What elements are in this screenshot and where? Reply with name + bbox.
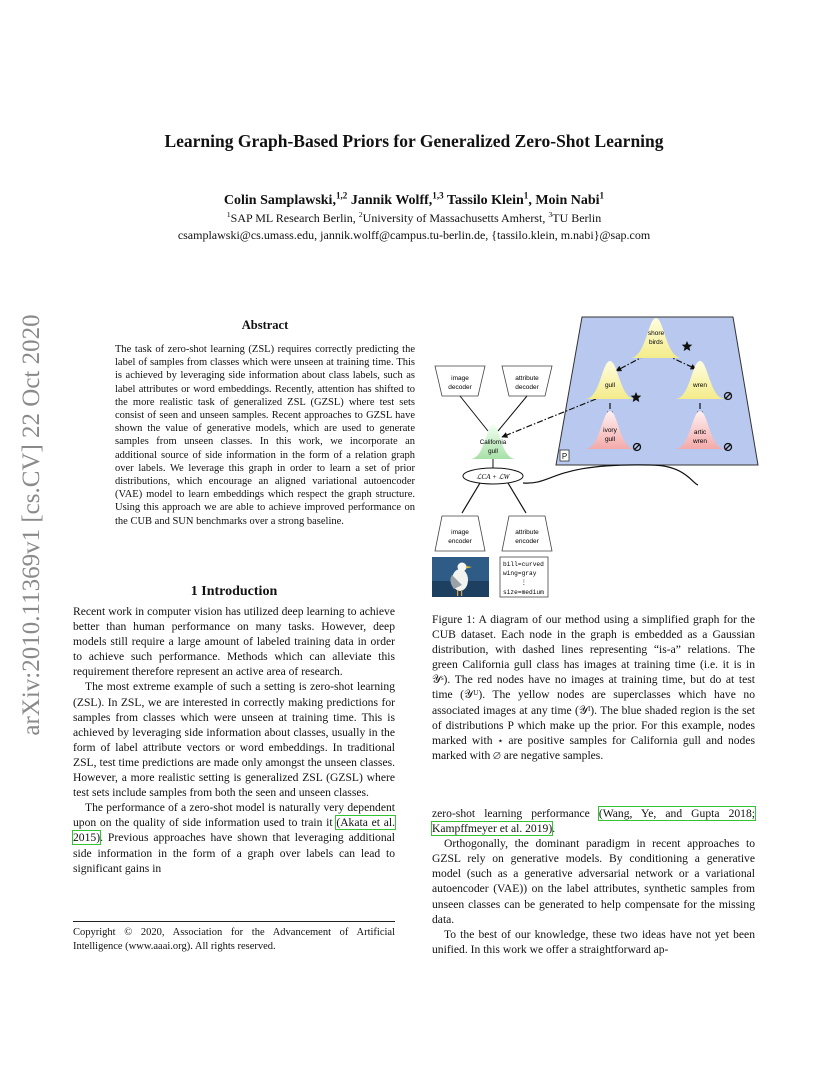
body-paragraph: To the best of our knowledge, these two ideas have not yet been unified. In this work we offer a straightforward ap- [432,927,755,956]
intro-paragraph: The most extreme example of such a setting is zero-shot learning (ZSL). In ZSL, we are interested in correctly making predictions for samples from classes which were unseen at training time. This is achieved by leveraging side information about classes, usually in the form of label attribute vectors or word embeddings. In traditional ZSL, test time predictions are made only amongst the unseen classes. However, a more realistic setting is generalized ZSL (GZSL) where test sets include samples from both the seen and unseen classes. [73,680,395,800]
abstract-heading: Abstract [241,318,289,332]
affil-mark: 1 [226,210,231,219]
author-affil-mark: 1 [599,190,605,201]
block-label: encoder [515,538,539,545]
image-decoder [435,366,485,396]
loss-node [463,468,523,484]
block-label: decoder [448,384,472,391]
citation-link[interactable]: Kampffmeyer et al. 2019) [432,822,553,836]
author-affil-mark: 1,2 [335,190,348,201]
image-encoder [435,516,485,551]
attribute-ellipsis: ⋮ [520,579,528,586]
affiliations [0,211,828,226]
body-text: zero-shot learning performance [432,807,599,820]
arxiv-stamp-text: arXiv:2010.11369v1 [cs.CV] 22 Oct 2020 [18,314,45,736]
node-label: shore [647,330,665,337]
citation-link[interactable]: (Wang, Ye, and Gupta 2018; [598,807,755,820]
copyright-notice: Copyright © 2020, Association for the Advancement of Artificial Intelligence (www.aaai.org). All rights reserved. [73,927,395,952]
author-name: , Moin Nabi [528,193,600,208]
attribute-item: wing=gray [503,570,537,577]
loss-label: ℒCA + ℒW [476,473,510,481]
author-emails: csamplawski@cs.umass.edu, jannik.wolff@campus.tu-berlin.de, {tassilo.klein, m.nabi}@sap.com [177,228,651,242]
author-affil-mark: 1,3 [432,190,444,201]
author-affil-mark: 1 [523,190,529,201]
block-label: attribute [515,375,539,382]
attribute-encoder [502,516,552,551]
body-text: . [552,822,556,836]
citation-link[interactable]: (Akata et al. 2015) [73,816,395,845]
node-label: gull [604,382,616,389]
author-name: Colin Samplawski, [223,193,336,208]
attribute-item: bill=curved [503,561,544,568]
intro-heading: 1 Introduction [190,584,278,599]
attribute-decoder [502,366,552,396]
affil-mark: 2 [358,210,363,219]
body-paragraph [432,806,755,836]
node-california-gull [470,425,516,459]
block-label: encoder [448,538,472,545]
node-label: birds [648,339,664,346]
affil-text: University of Massachusetts Amherst, [362,211,549,225]
attribute-list [500,557,548,597]
node-label: ivory [603,427,617,434]
intro-paragraph: Recent work in computer vision has utilized deep learning to achieve better than human performance on many tasks. However, deep models still require a large amount of labeled training data in order to achieve such performance. Methods which can alleviate this requirement therefore represent an active area of research. [73,605,395,679]
arxiv-stamp [12,290,52,760]
block-label: decoder [515,384,539,391]
prior-connection [523,465,698,485]
affil-text: TU Berlin [552,211,602,225]
block-label: image [451,529,469,536]
body-paragraph: Orthogonally, the dominant paradigm in recent approaches to GZSL rely on generative models. By conditioning a generative model (such as a generative adversarial network or a variational autoencoder (VAE)) on the label attributes, synthetic samples from unseen classes can be generated to help compensate for the missing data. [432,837,755,926]
abstract-text: The task of zero-shot learning (ZSL) requires correctly predicting the label of samples from classes which were unseen at training time. This is achieved by leveraging side information about class labels, such as label attributes or word embeddings. Recently, attention has shifted to the more realistic task of generalized ZSL (GZSL) where test sets consist of seen and unseen samples. Recent approaches to GZSL have shown the value of generative models, which are used to generate samples from unseen classes. In this work, we incorporate an additional source of side information in the form of a relation graph over labels. We leverage this graph in order to learn a set of prior distributions, which encourage an aligned variational autoencoder (VAE) model to learn embeddings which respect the graph structure. Using this approach we are able to achieve improved performance on the CUB and SUN benchmarks over a strong baseline. [115,344,415,527]
attribute-item: size=medium [503,589,544,596]
node-label: artic [693,429,707,436]
paper-title: Learning Graph-Based Priors for Generalized Zero-Shot Learning [164,131,664,151]
prior-label: P [561,452,568,461]
node-label: gull [488,448,498,455]
node-label: gull [604,436,616,443]
method-diagram [430,313,760,603]
left-column [73,604,395,876]
block-label: image [451,375,469,382]
intro-paragraph [73,800,395,875]
intro-text: The performance of a zero-shot model is naturally very dependent upon on the quality of side information used to train it [73,801,395,830]
gull-photo [432,557,489,597]
node-label: wren [692,438,708,445]
right-column [432,806,755,957]
node-label: wren [692,382,708,389]
author-list [0,190,828,209]
author-name: Jannik Wolff, [347,193,433,208]
intro-text: . Previous approaches have shown that leveraging additional side information in the form of a graph over labels can lead to significant gains in [73,831,395,875]
affil-mark: 3 [548,210,553,219]
footnote-rule [73,921,395,922]
figure-caption: Figure 1: A diagram of our method using a simplified graph for the CUB dataset. Each node in the graph is embedded as a Gaussian distribution, with dashed lines representing “is-a” relations. The green California gull class has images at training time (i.e. it is in 𝒴ˢ). The red nodes have no images at training time, but do at test time (𝒴ᵁ). The yellow nodes are superclasses which have no associated images at any time (𝒴ᴵ). The blue shaded region is the set of distributions P which make up the prior. For this example, nodes marked with ⋆ are positive samples for California gull and nodes marked with ∅ are negative samples. [432,613,755,762]
node-label: California [479,439,507,446]
author-name: Tassilo Klein [443,193,524,208]
affil-text: SAP ML Research Berlin, [230,211,359,225]
block-label: attribute [515,529,539,536]
